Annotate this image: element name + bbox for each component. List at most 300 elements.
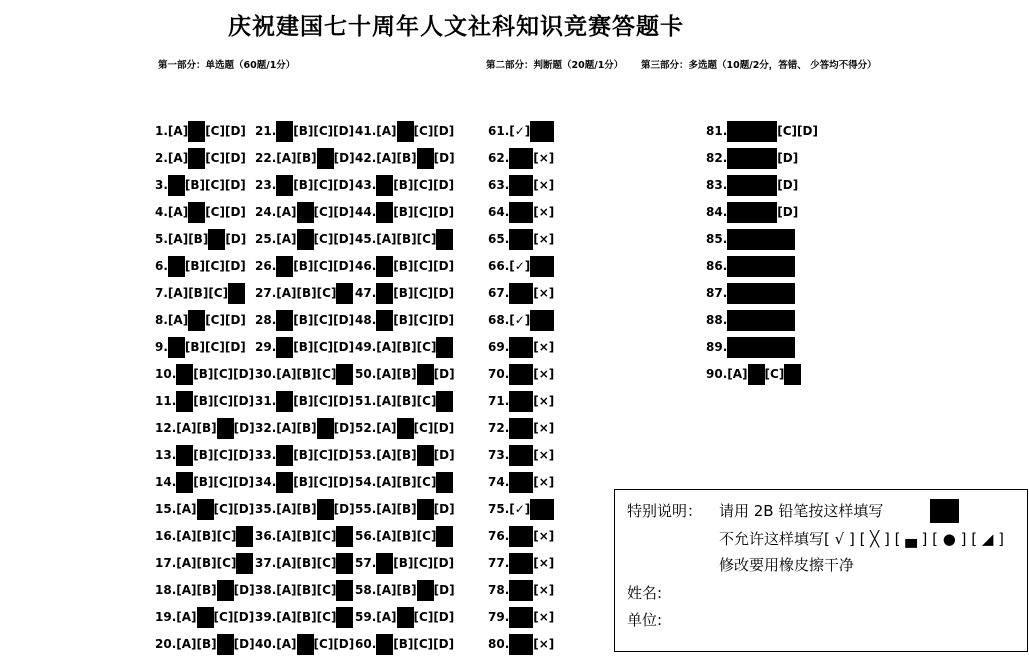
filled-mark-C[interactable] — [417, 148, 434, 169]
filled-mark-A[interactable] — [276, 310, 293, 331]
option-C[interactable]: [C] — [213, 394, 234, 408]
option-D[interactable]: [D] — [433, 259, 455, 273]
filled-mark-yes[interactable] — [509, 445, 533, 466]
option-D[interactable]: [D] — [433, 124, 455, 138]
filled-mark-A[interactable] — [376, 283, 393, 304]
filled-mark-A[interactable] — [276, 472, 293, 493]
option-C[interactable]: [C] — [313, 475, 334, 489]
option-D[interactable]: [D] — [333, 124, 355, 138]
option-B[interactable]: [B] — [393, 259, 414, 273]
option-B[interactable]: [B] — [393, 637, 414, 651]
option-D[interactable]: [D] — [333, 475, 355, 489]
option-C[interactable]: [C] — [416, 475, 437, 489]
option-B[interactable]: [B] — [396, 367, 417, 381]
filled-mark-A[interactable] — [168, 256, 185, 277]
filled-mark-yes[interactable] — [509, 580, 533, 601]
option-C[interactable]: [C] — [764, 367, 785, 381]
filled-mark-A[interactable] — [168, 175, 185, 196]
filled-mark-B[interactable] — [397, 121, 414, 142]
filled-mark-A[interactable] — [376, 175, 393, 196]
option-C[interactable]: [C] — [205, 340, 225, 354]
option-D[interactable]: [D] — [433, 286, 455, 300]
option-B[interactable]: [B] — [296, 610, 317, 624]
filled-mark-B[interactable] — [397, 607, 414, 628]
filled-mark-A[interactable] — [176, 364, 193, 385]
option-C[interactable]: [C] — [316, 367, 337, 381]
filled-mark-A[interactable] — [176, 445, 193, 466]
option-D[interactable]: [D] — [777, 205, 799, 219]
option-B[interactable]: [B] — [396, 475, 417, 489]
option-C[interactable]: [C] — [316, 583, 337, 597]
option-A[interactable]: [A] — [376, 448, 397, 462]
option-B[interactable]: [B] — [193, 475, 214, 489]
option-B[interactable]: [B] — [293, 475, 314, 489]
filled-mark-C[interactable] — [217, 634, 234, 655]
filled-mark-B[interactable] — [188, 310, 205, 331]
option-D[interactable]: [D] — [233, 610, 255, 624]
filled-mark-A[interactable] — [376, 310, 393, 331]
option-A[interactable]: [A] — [376, 421, 397, 435]
filled-mark-yes[interactable] — [509, 472, 533, 493]
option-C[interactable]: [C] — [416, 232, 437, 246]
option-A[interactable]: [A] — [276, 151, 297, 165]
option-A[interactable]: [A] — [167, 232, 189, 246]
option-A[interactable]: [A] — [276, 556, 297, 570]
filled-mark-B[interactable] — [188, 121, 205, 142]
filled-mark-yes[interactable] — [509, 283, 533, 304]
option-D[interactable]: [D] — [333, 340, 355, 354]
option-A[interactable]: [A] — [176, 529, 197, 543]
option-B[interactable]: [B] — [293, 259, 314, 273]
option-C[interactable]: [C] — [205, 205, 225, 219]
option-D[interactable]: [D] — [433, 583, 455, 597]
option-C[interactable]: [C] — [316, 286, 337, 300]
option-B[interactable]: [B] — [188, 286, 209, 300]
option-no[interactable]: [×] — [533, 637, 555, 651]
option-B[interactable]: [B] — [184, 178, 206, 192]
option-D[interactable]: [D] — [233, 448, 255, 462]
filled-mark-C[interactable] — [417, 364, 434, 385]
filled-mark-yes[interactable] — [509, 175, 533, 196]
option-C[interactable]: [C] — [205, 151, 225, 165]
filled-mark-A[interactable] — [176, 391, 193, 412]
filled-mark-D[interactable] — [436, 229, 453, 250]
option-no[interactable]: [×] — [533, 448, 555, 462]
filled-mark-A[interactable] — [376, 256, 393, 277]
option-A[interactable]: [A] — [276, 286, 297, 300]
option-C[interactable]: [C] — [313, 448, 334, 462]
filled-mark-group[interactable] — [748, 364, 765, 385]
option-D[interactable]: [D] — [433, 421, 455, 435]
filled-mark-no[interactable] — [530, 310, 554, 331]
filled-mark-C[interactable] — [417, 445, 434, 466]
option-B[interactable]: [B] — [184, 259, 206, 273]
filled-mark-yes[interactable] — [509, 364, 533, 385]
option-D[interactable]: [D] — [333, 205, 355, 219]
filled-mark-D[interactable] — [436, 526, 453, 547]
option-D[interactable]: [D] — [224, 313, 246, 327]
option-C[interactable]: [C] — [313, 637, 334, 651]
option-no[interactable]: [×] — [533, 232, 555, 246]
option-D[interactable]: [D] — [433, 367, 455, 381]
filled-mark-B[interactable] — [197, 499, 214, 520]
option-A[interactable]: [A] — [376, 232, 397, 246]
option-C[interactable]: [C] — [216, 556, 237, 570]
option-B[interactable]: [B] — [296, 583, 317, 597]
option-C[interactable]: [C] — [413, 421, 434, 435]
option-C[interactable]: [C] — [413, 124, 434, 138]
option-B[interactable]: [B] — [196, 421, 217, 435]
option-C[interactable]: [C] — [313, 340, 334, 354]
option-A[interactable]: [A] — [276, 502, 297, 516]
option-D[interactable]: [D] — [433, 205, 455, 219]
option-B[interactable]: [B] — [393, 205, 414, 219]
filled-mark-C[interactable] — [217, 580, 234, 601]
option-C[interactable]: [C] — [205, 178, 225, 192]
option-C[interactable]: [C] — [413, 178, 434, 192]
filled-mark-D[interactable] — [436, 391, 453, 412]
option-no[interactable]: [×] — [533, 583, 555, 597]
option-D[interactable]: [D] — [224, 340, 246, 354]
filled-mark-group[interactable] — [727, 202, 777, 223]
option-B[interactable]: [B] — [296, 367, 317, 381]
filled-mark-B[interactable] — [197, 607, 214, 628]
filled-mark-D[interactable] — [236, 553, 253, 574]
option-D[interactable]: [D] — [433, 448, 455, 462]
option-B[interactable]: [B] — [393, 286, 414, 300]
option-yes[interactable]: [✓] — [509, 259, 531, 273]
option-A[interactable]: [A] — [167, 151, 189, 165]
option-B[interactable]: [B] — [296, 529, 317, 543]
option-D[interactable]: [D] — [233, 637, 255, 651]
filled-mark-D[interactable] — [336, 607, 353, 628]
filled-mark-D[interactable] — [336, 580, 353, 601]
filled-mark-C[interactable] — [417, 580, 434, 601]
option-no[interactable]: [×] — [533, 286, 555, 300]
option-D[interactable]: [D] — [233, 502, 255, 516]
option-D[interactable]: [D] — [333, 313, 355, 327]
option-A[interactable]: [A] — [176, 583, 197, 597]
filled-mark-D[interactable] — [336, 553, 353, 574]
option-yes[interactable]: [✓] — [509, 502, 531, 516]
option-C[interactable]: [C] — [316, 556, 337, 570]
filled-mark-A[interactable] — [176, 472, 193, 493]
option-D[interactable]: [D] — [333, 178, 355, 192]
option-B[interactable]: [B] — [296, 286, 317, 300]
filled-mark-C[interactable] — [317, 418, 334, 439]
option-C[interactable]: [C] — [313, 178, 334, 192]
option-C[interactable]: [C] — [205, 124, 225, 138]
option-B[interactable]: [B] — [196, 529, 217, 543]
option-D[interactable]: [D] — [224, 124, 246, 138]
option-A[interactable]: [A] — [276, 637, 297, 651]
option-D[interactable]: [D] — [777, 178, 799, 192]
question-number: 45. — [355, 232, 377, 246]
option-D[interactable]: [D] — [233, 394, 255, 408]
option-C[interactable]: [C] — [413, 610, 434, 624]
filled-mark-yes[interactable] — [509, 634, 533, 655]
filled-mark-A[interactable] — [276, 391, 293, 412]
option-D[interactable]: [D] — [333, 259, 355, 273]
option-A[interactable]: [A] — [176, 556, 197, 570]
filled-mark-group[interactable] — [727, 175, 777, 196]
option-C[interactable]: [C] — [413, 286, 434, 300]
filled-mark-D[interactable] — [336, 526, 353, 547]
option-A[interactable]: [A] — [376, 529, 397, 543]
option-D[interactable]: [D] — [433, 178, 455, 192]
option-B[interactable]: [B] — [396, 583, 417, 597]
option-no[interactable]: [×] — [533, 610, 555, 624]
option-B[interactable]: [B] — [393, 178, 414, 192]
option-B[interactable]: [B] — [193, 448, 214, 462]
option-D[interactable]: [D] — [333, 421, 355, 435]
option-C[interactable]: [C] — [416, 394, 437, 408]
filled-mark-group[interactable] — [784, 364, 801, 385]
option-A[interactable]: [A] — [376, 610, 397, 624]
option-C[interactable]: [C] — [213, 367, 234, 381]
option-no[interactable]: [×] — [533, 475, 555, 489]
option-A[interactable]: [A] — [376, 502, 397, 516]
option-C[interactable]: [C] — [213, 475, 234, 489]
filled-mark-C[interactable] — [417, 499, 434, 520]
filled-mark-yes[interactable] — [509, 148, 533, 169]
option-C[interactable]: [C] — [316, 610, 337, 624]
filled-mark-D[interactable] — [336, 364, 353, 385]
option-C[interactable]: [C] — [313, 259, 334, 273]
option-A[interactable]: [A] — [376, 340, 397, 354]
option-D[interactable]: [D] — [333, 394, 355, 408]
option-no[interactable]: [×] — [533, 529, 555, 543]
filled-mark-A[interactable] — [376, 553, 393, 574]
option-B[interactable]: [B] — [396, 502, 417, 516]
option-D[interactable]: [D] — [233, 421, 255, 435]
option-B[interactable]: [B] — [396, 529, 417, 543]
option-B[interactable]: [B] — [396, 448, 417, 462]
filled-mark-group[interactable] — [727, 310, 795, 331]
filled-mark-no[interactable] — [530, 121, 554, 142]
option-A[interactable]: [A] — [376, 151, 397, 165]
option-B[interactable]: [B] — [396, 340, 417, 354]
option-A[interactable]: [A] — [276, 205, 297, 219]
option-A[interactable]: [A] — [167, 313, 189, 327]
option-D[interactable]: [D] — [225, 232, 247, 246]
option-D[interactable]: [D] — [333, 637, 355, 651]
filled-mark-C[interactable] — [208, 229, 225, 250]
option-C[interactable]: [C] — [316, 529, 337, 543]
filled-mark-no[interactable] — [530, 499, 554, 520]
filled-mark-A[interactable] — [276, 256, 293, 277]
option-D[interactable]: [D] — [333, 151, 355, 165]
option-A[interactable]: [A] — [176, 421, 197, 435]
filled-mark-A[interactable] — [276, 445, 293, 466]
filled-mark-A[interactable] — [168, 337, 185, 358]
option-C[interactable]: [C] — [313, 124, 334, 138]
option-no[interactable]: [×] — [533, 340, 555, 354]
option-A[interactable]: [A] — [276, 232, 297, 246]
option-B[interactable]: [B] — [196, 556, 217, 570]
option-C[interactable]: [C] — [205, 259, 225, 273]
filled-mark-C[interactable] — [317, 148, 334, 169]
option-C[interactable]: [C] — [213, 610, 234, 624]
filled-mark-group[interactable] — [727, 283, 795, 304]
option-B[interactable]: [B] — [293, 394, 314, 408]
option-C[interactable]: [C] — [205, 313, 225, 327]
option-no[interactable]: [×] — [533, 556, 555, 570]
option-D[interactable]: [D] — [233, 583, 255, 597]
option-A[interactable]: [A] — [176, 610, 197, 624]
filled-mark-D[interactable] — [228, 283, 245, 304]
option-A[interactable]: [A] — [276, 610, 297, 624]
option-B[interactable]: [B] — [293, 124, 314, 138]
option-C[interactable]: [C] — [213, 502, 234, 516]
option-B[interactable]: [B] — [188, 232, 209, 246]
filled-mark-group[interactable] — [727, 121, 777, 142]
option-A[interactable]: [A] — [376, 583, 397, 597]
option-no[interactable]: [×] — [533, 367, 555, 381]
option-yes[interactable]: [✓] — [509, 124, 531, 138]
option-A[interactable]: [A] — [167, 124, 189, 138]
filled-mark-D[interactable] — [236, 526, 253, 547]
option-D[interactable]: [D] — [797, 124, 818, 138]
filled-mark-D[interactable] — [336, 283, 353, 304]
option-A[interactable]: [A] — [167, 205, 189, 219]
option-B[interactable]: [B] — [296, 151, 317, 165]
filled-mark-A[interactable] — [376, 202, 393, 223]
filled-mark-C[interactable] — [317, 499, 334, 520]
filled-mark-C[interactable] — [217, 418, 234, 439]
option-D[interactable]: [D] — [777, 151, 799, 165]
option-B[interactable]: [B] — [393, 313, 414, 327]
filled-mark-yes[interactable] — [509, 418, 533, 439]
answer-row — [706, 229, 795, 249]
filled-mark-A[interactable] — [376, 634, 393, 655]
option-C[interactable]: [C] — [416, 529, 437, 543]
filled-mark-B[interactable] — [297, 634, 314, 655]
option-C[interactable]: [C] — [313, 205, 334, 219]
option-A[interactable]: [A] — [727, 367, 748, 381]
option-A[interactable]: [A] — [276, 421, 297, 435]
option-B[interactable]: [B] — [196, 583, 217, 597]
filled-mark-yes[interactable] — [509, 391, 533, 412]
option-A[interactable]: [A] — [376, 394, 397, 408]
option-D[interactable]: [D] — [224, 205, 246, 219]
option-C[interactable]: [C] — [416, 340, 437, 354]
option-C[interactable]: [C] — [413, 313, 434, 327]
option-C[interactable]: [C] — [208, 286, 229, 300]
option-D[interactable]: [D] — [224, 259, 246, 273]
option-B[interactable]: [B] — [196, 637, 217, 651]
option-C[interactable]: [C] — [413, 637, 434, 651]
option-B[interactable]: [B] — [184, 340, 206, 354]
option-B[interactable]: [B] — [293, 448, 314, 462]
option-C[interactable]: [C] — [413, 556, 434, 570]
option-B[interactable]: [B] — [396, 151, 417, 165]
option-D[interactable]: [D] — [224, 151, 246, 165]
option-D[interactable]: [D] — [333, 232, 355, 246]
filled-mark-A[interactable] — [276, 175, 293, 196]
filled-mark-A[interactable] — [276, 121, 293, 142]
filled-mark-B[interactable] — [397, 418, 414, 439]
option-D[interactable]: [D] — [433, 610, 455, 624]
option-C[interactable]: [C] — [216, 529, 237, 543]
filled-mark-group[interactable] — [727, 337, 795, 358]
filled-mark-B[interactable] — [297, 202, 314, 223]
option-no[interactable]: [×] — [533, 421, 555, 435]
filled-mark-A[interactable] — [276, 337, 293, 358]
option-A[interactable]: [A] — [276, 367, 297, 381]
option-B[interactable]: [B] — [296, 502, 317, 516]
option-D[interactable]: [D] — [224, 178, 246, 192]
option-A[interactable]: [A] — [376, 475, 397, 489]
filled-mark-B[interactable] — [188, 202, 205, 223]
option-B[interactable]: [B] — [193, 367, 214, 381]
option-C[interactable]: [C] — [313, 232, 334, 246]
filled-mark-no[interactable] — [530, 256, 554, 277]
option-no[interactable]: [×] — [533, 205, 555, 219]
option-D[interactable]: [D] — [233, 475, 255, 489]
filled-mark-yes[interactable] — [509, 229, 533, 250]
option-yes[interactable]: [✓] — [509, 313, 531, 327]
option-C[interactable]: [C] — [777, 124, 798, 138]
filled-mark-group[interactable] — [727, 148, 777, 169]
option-B[interactable]: [B] — [296, 556, 317, 570]
option-no[interactable]: [×] — [533, 178, 555, 192]
filled-mark-yes[interactable] — [509, 202, 533, 223]
option-B[interactable]: [B] — [293, 178, 314, 192]
option-A[interactable]: [A] — [176, 502, 197, 516]
option-D[interactable]: [D] — [333, 448, 355, 462]
option-A[interactable]: [A] — [167, 286, 189, 300]
option-B[interactable]: [B] — [293, 313, 314, 327]
option-A[interactable]: [A] — [276, 529, 297, 543]
option-C[interactable]: [C] — [313, 394, 334, 408]
option-D[interactable]: [D] — [433, 151, 455, 165]
option-D[interactable]: [D] — [433, 313, 455, 327]
option-C[interactable]: [C] — [313, 313, 334, 327]
option-D[interactable]: [D] — [333, 502, 355, 516]
option-A[interactable]: [A] — [376, 124, 397, 138]
filled-mark-group[interactable] — [727, 256, 795, 277]
filled-mark-B[interactable] — [297, 229, 314, 250]
option-A[interactable]: [A] — [376, 367, 397, 381]
option-A[interactable]: [A] — [276, 583, 297, 597]
option-B[interactable]: [B] — [296, 421, 317, 435]
option-D[interactable]: [D] — [433, 637, 455, 651]
option-B[interactable]: [B] — [396, 232, 417, 246]
filled-mark-B[interactable] — [188, 148, 205, 169]
option-C[interactable]: [C] — [413, 205, 434, 219]
option-D[interactable]: [D] — [433, 556, 455, 570]
filled-mark-D[interactable] — [436, 337, 453, 358]
option-D[interactable]: [D] — [433, 502, 455, 516]
option-A[interactable]: [A] — [176, 637, 197, 651]
filled-mark-yes[interactable] — [509, 553, 533, 574]
option-no[interactable]: [×] — [533, 394, 555, 408]
filled-mark-yes[interactable] — [509, 337, 533, 358]
option-B[interactable]: [B] — [396, 394, 417, 408]
option-no[interactable]: [×] — [533, 151, 555, 165]
option-C[interactable]: [C] — [413, 259, 434, 273]
filled-mark-D[interactable] — [436, 472, 453, 493]
option-B[interactable]: [B] — [293, 340, 314, 354]
filled-mark-yes[interactable] — [509, 526, 533, 547]
option-B[interactable]: [B] — [393, 556, 414, 570]
option-B[interactable]: [B] — [193, 394, 214, 408]
filled-mark-yes[interactable] — [509, 607, 533, 628]
option-C[interactable]: [C] — [213, 448, 234, 462]
filled-mark-group[interactable] — [727, 229, 795, 250]
option-D[interactable]: [D] — [233, 367, 255, 381]
